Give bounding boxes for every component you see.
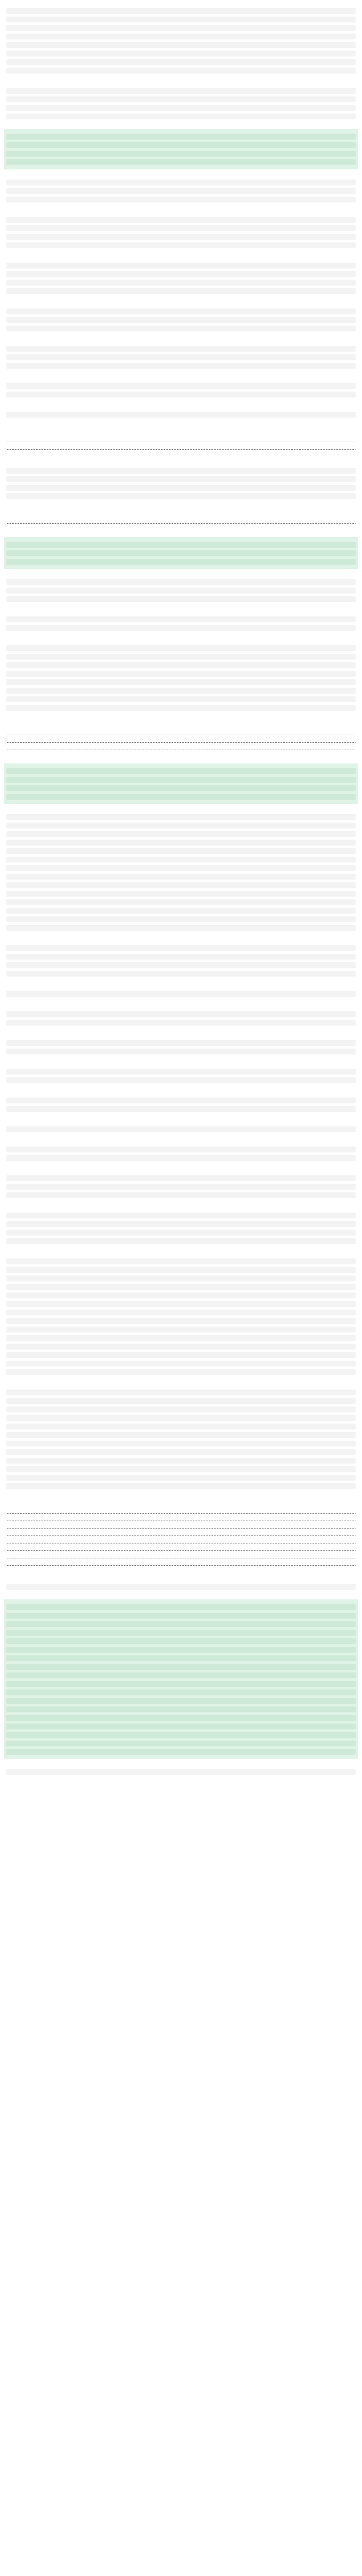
text-line-placeholder <box>6 1238 356 1244</box>
text-line-placeholder <box>6 468 356 474</box>
text-line-placeholder <box>6 1769 356 1775</box>
text-line-placeholder <box>6 1535 356 1536</box>
text-line-placeholder <box>6 696 356 702</box>
text-line-placeholder <box>6 688 356 694</box>
text-line-placeholder <box>6 88 356 94</box>
paragraph <box>4 1579 358 1594</box>
paragraph <box>4 940 358 981</box>
text-line-placeholder <box>6 242 356 248</box>
text-line-placeholder <box>6 857 356 863</box>
text-line-placeholder <box>6 1213 356 1218</box>
paragraph <box>4 1006 358 1030</box>
text-line-placeholder <box>6 848 356 854</box>
text-line-placeholder <box>6 280 356 286</box>
text-line-placeholder <box>6 263 356 269</box>
text-line-placeholder <box>6 734 356 735</box>
text-line-placeholder <box>6 1049 356 1054</box>
text-line-placeholder <box>6 742 356 743</box>
paragraph <box>4 1093 358 1116</box>
text-line-placeholder <box>6 1369 356 1375</box>
text-line-placeholder <box>6 1258 356 1264</box>
text-line-placeholder <box>6 971 356 977</box>
text-line-placeholder <box>6 945 356 951</box>
text-line-placeholder <box>6 559 356 565</box>
analysis-block <box>4 427 358 458</box>
text-line-placeholder <box>6 916 356 922</box>
paragraph <box>4 1765 358 1779</box>
text-line-placeholder <box>6 1301 356 1307</box>
text-line-placeholder <box>6 962 356 968</box>
highlighted-paragraph <box>4 763 358 804</box>
text-line-placeholder <box>6 1147 356 1152</box>
paragraph <box>4 1122 358 1136</box>
text-line-placeholder <box>6 1647 356 1653</box>
text-line-placeholder <box>6 441 356 442</box>
text-line-placeholder <box>6 679 356 685</box>
text-line-placeholder <box>6 1715 356 1721</box>
text-line-placeholder <box>6 1458 356 1464</box>
text-line-placeholder <box>6 1293 356 1298</box>
highlighted-paragraph <box>4 537 358 569</box>
text-line-placeholder <box>6 217 356 223</box>
text-line-placeholder <box>6 1106 356 1112</box>
text-line-placeholder <box>6 1275 356 1281</box>
paragraph <box>4 407 358 422</box>
paragraph <box>4 463 358 503</box>
text-line-placeholder <box>6 1475 356 1481</box>
text-line-placeholder <box>6 1077 356 1083</box>
text-line-placeholder <box>6 317 356 323</box>
text-line-placeholder <box>6 616 356 622</box>
text-line-placeholder <box>6 142 356 148</box>
text-line-placeholder <box>6 908 356 914</box>
text-line-placeholder <box>6 1630 356 1636</box>
text-line-placeholder <box>6 1672 356 1678</box>
text-line-placeholder <box>6 1565 356 1566</box>
text-line-placeholder <box>6 840 356 846</box>
paragraph <box>4 378 358 402</box>
text-line-placeholder <box>6 392 356 397</box>
text-line-placeholder <box>6 1344 356 1350</box>
text-line-placeholder <box>6 1407 356 1412</box>
text-line-placeholder <box>6 1267 356 1273</box>
analysis-block <box>4 1499 358 1574</box>
text-line-placeholder <box>6 234 356 240</box>
text-line-placeholder <box>6 1335 356 1341</box>
text-line-placeholder <box>6 1584 356 1590</box>
text-line-placeholder <box>6 1040 356 1046</box>
paragraph <box>4 1385 358 1493</box>
text-line-placeholder <box>6 523 356 524</box>
text-line-placeholder <box>6 476 356 482</box>
text-line-placeholder <box>6 412 356 418</box>
text-line-placeholder <box>6 768 356 774</box>
text-line-placeholder <box>6 954 356 960</box>
text-line-placeholder <box>6 25 356 31</box>
text-line-placeholder <box>6 1613 356 1619</box>
text-line-placeholder <box>6 180 356 185</box>
paragraph <box>4 258 358 298</box>
text-line-placeholder <box>6 1398 356 1404</box>
text-line-placeholder <box>6 1441 356 1447</box>
text-line-placeholder <box>6 363 356 369</box>
text-line-placeholder <box>6 645 356 651</box>
text-line-placeholder <box>6 1221 356 1227</box>
paragraph <box>4 1142 358 1165</box>
text-line-placeholder <box>6 671 356 677</box>
text-line-placeholder <box>6 493 356 499</box>
text-line-placeholder <box>6 1513 356 1514</box>
text-line-placeholder <box>6 1741 356 1746</box>
paragraph <box>4 341 358 373</box>
text-line-placeholder <box>6 1527 356 1529</box>
text-line-placeholder <box>6 1327 356 1332</box>
text-line-placeholder <box>6 17 356 22</box>
text-line-placeholder <box>6 1098 356 1103</box>
text-line-placeholder <box>6 814 356 820</box>
text-line-placeholder <box>6 785 356 791</box>
text-line-placeholder <box>6 1020 356 1026</box>
text-line-placeholder <box>6 1557 356 1558</box>
text-line-placeholder <box>6 308 356 314</box>
text-line-placeholder <box>6 596 356 602</box>
text-line-placeholder <box>6 8 356 14</box>
text-line-placeholder <box>6 34 356 39</box>
paragraph <box>4 212 358 253</box>
paragraph <box>4 986 358 1001</box>
text-line-placeholder <box>6 831 356 837</box>
text-line-placeholder <box>6 794 356 800</box>
paragraph <box>4 175 358 207</box>
text-line-placeholder <box>6 882 356 888</box>
text-line-placeholder <box>6 113 356 119</box>
text-line-placeholder <box>6 542 356 548</box>
analysis-block <box>4 509 358 532</box>
paragraph <box>4 3 358 78</box>
text-line-placeholder <box>6 1520 356 1521</box>
text-line-placeholder <box>6 346 356 352</box>
text-line-placeholder <box>6 288 356 294</box>
text-line-placeholder <box>6 874 356 880</box>
paragraph <box>4 1064 358 1087</box>
text-line-placeholder <box>6 925 356 931</box>
text-line-placeholder <box>6 705 356 711</box>
paragraph <box>4 612 358 635</box>
text-line-placeholder <box>6 1310 356 1315</box>
text-line-placeholder <box>6 1424 356 1429</box>
text-line-placeholder <box>6 891 356 897</box>
text-line-placeholder <box>6 1069 356 1075</box>
paragraph <box>4 1254 358 1379</box>
text-line-placeholder <box>6 1352 356 1358</box>
text-line-placeholder <box>6 1724 356 1729</box>
paragraph <box>4 83 358 124</box>
text-line-placeholder <box>6 899 356 905</box>
text-line-placeholder <box>6 1550 356 1551</box>
text-line-placeholder <box>6 625 356 631</box>
text-line-placeholder <box>6 1415 356 1421</box>
text-line-placeholder <box>6 271 356 277</box>
text-line-placeholder <box>6 59 356 65</box>
analysis-block <box>4 720 358 758</box>
text-line-placeholder <box>6 326 356 331</box>
text-line-placeholder <box>6 96 356 102</box>
text-line-placeholder <box>6 1155 356 1161</box>
document-content <box>4 3 358 1779</box>
text-line-placeholder <box>6 1732 356 1738</box>
text-line-placeholder <box>6 197 356 202</box>
text-line-placeholder <box>6 1749 356 1755</box>
text-line-placeholder <box>6 777 356 783</box>
text-line-placeholder <box>6 485 356 491</box>
highlighted-paragraph <box>4 1599 358 1759</box>
text-line-placeholder <box>6 1126 356 1132</box>
paragraph <box>4 809 358 935</box>
text-line-placeholder <box>6 1681 356 1687</box>
paragraph <box>4 1208 358 1248</box>
highlighted-paragraph <box>4 129 358 169</box>
text-line-placeholder <box>6 225 356 231</box>
text-line-placeholder <box>6 1483 356 1489</box>
paragraph <box>4 640 358 715</box>
text-line-placeholder <box>6 1449 356 1455</box>
text-line-placeholder <box>6 1689 356 1695</box>
text-line-placeholder <box>6 449 356 450</box>
text-line-placeholder <box>6 1707 356 1712</box>
paragraph <box>4 1035 358 1059</box>
text-line-placeholder <box>6 383 356 389</box>
text-line-placeholder <box>6 1230 356 1236</box>
text-line-placeholder <box>6 1655 356 1661</box>
text-line-placeholder <box>6 1361 356 1367</box>
text-line-placeholder <box>6 151 356 157</box>
text-line-placeholder <box>6 159 356 165</box>
text-line-placeholder <box>6 1011 356 1017</box>
text-line-placeholder <box>6 1604 356 1610</box>
text-line-placeholder <box>6 991 356 997</box>
text-line-placeholder <box>6 662 356 668</box>
text-line-placeholder <box>6 354 356 360</box>
text-line-placeholder <box>6 654 356 660</box>
text-line-placeholder <box>6 550 356 556</box>
text-line-placeholder <box>6 1184 356 1190</box>
text-line-placeholder <box>6 1466 356 1472</box>
text-line-placeholder <box>6 1638 356 1644</box>
text-line-placeholder <box>6 823 356 828</box>
text-line-placeholder <box>6 134 356 140</box>
text-line-placeholder <box>6 1698 356 1704</box>
text-line-placeholder <box>6 1284 356 1290</box>
text-line-placeholder <box>6 188 356 194</box>
text-line-placeholder <box>6 68 356 74</box>
text-line-placeholder <box>6 1664 356 1670</box>
text-line-placeholder <box>6 1621 356 1627</box>
text-line-placeholder <box>6 42 356 48</box>
text-line-placeholder <box>6 579 356 585</box>
text-line-placeholder <box>6 749 356 750</box>
text-line-placeholder <box>6 865 356 871</box>
text-line-placeholder <box>6 1175 356 1181</box>
text-line-placeholder <box>6 105 356 111</box>
text-line-placeholder <box>6 1432 356 1438</box>
text-line-placeholder <box>6 51 356 56</box>
text-line-placeholder <box>6 1192 356 1198</box>
paragraph <box>4 304 358 336</box>
paragraph <box>4 574 358 606</box>
text-line-placeholder <box>6 1542 356 1543</box>
text-line-placeholder <box>6 588 356 594</box>
text-line-placeholder <box>6 1318 356 1324</box>
paragraph <box>4 1171 358 1202</box>
text-line-placeholder <box>6 1389 356 1395</box>
